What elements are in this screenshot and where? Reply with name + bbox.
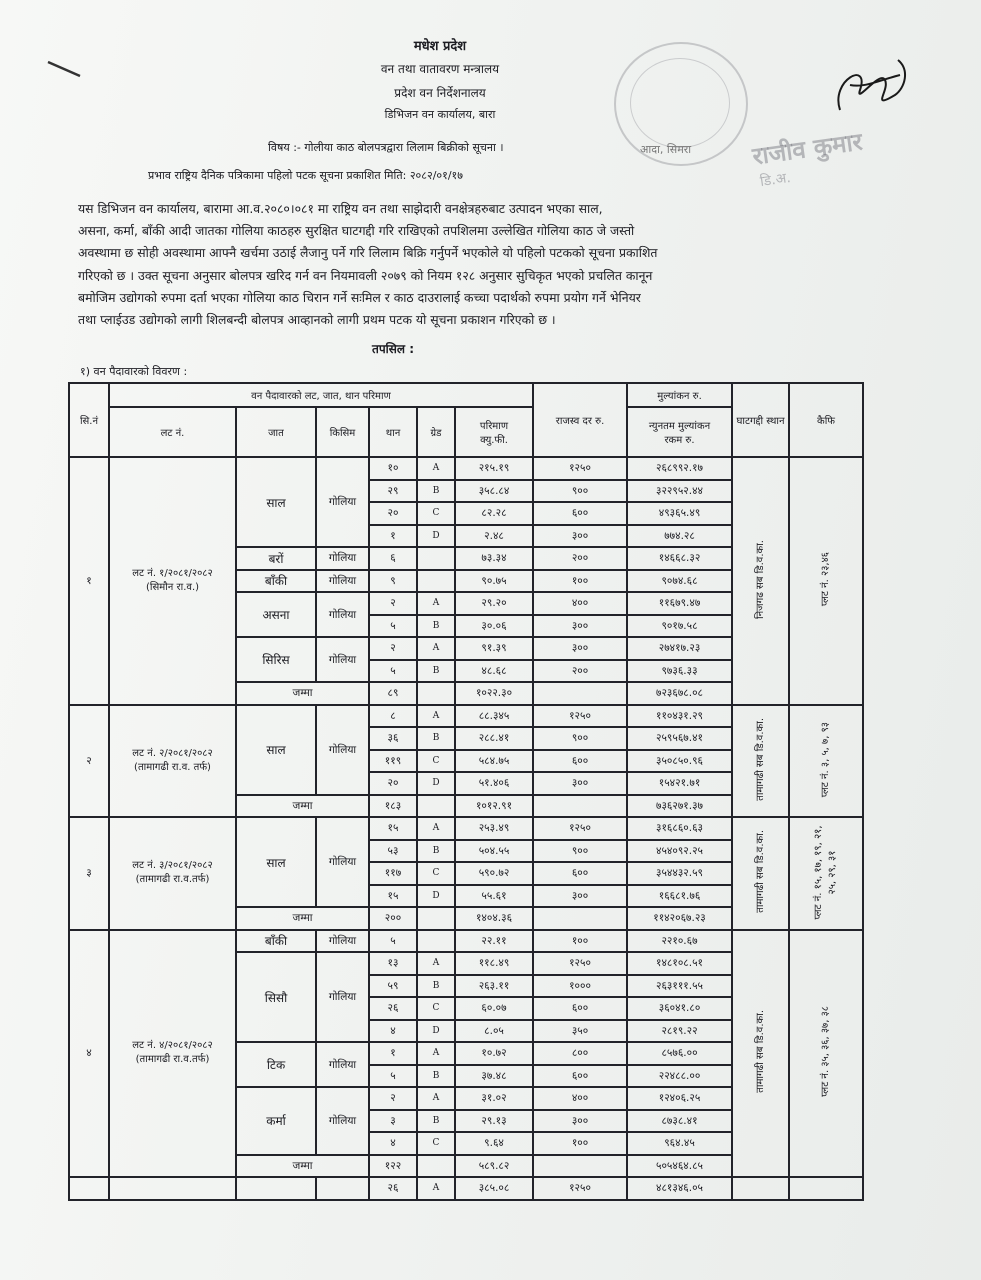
lot-serial: ४ <box>69 930 109 1178</box>
body-line: अवस्थामा छ सोही अवस्थामा आफ्नै खर्चमा उठाई लैजानु पर्ने गरि लिलाम बिक्रि गर्नुपर्ने भएकोले यो पहिलो पटकको सूचना प्रकाशित <box>78 245 658 261</box>
col-count: थान <box>369 407 417 457</box>
depot-name: तामागढी सब डि.व.का. <box>754 1010 766 1094</box>
royalty-rate: १२५० <box>533 457 627 480</box>
lot-place: (सिमौन रा.व.) <box>145 581 200 593</box>
royalty-rate: ३०० <box>533 772 627 795</box>
empty-cell <box>789 1177 863 1200</box>
royalty-rate: ९०० <box>533 480 627 503</box>
species: साल <box>236 705 316 795</box>
depot-cell <box>732 930 789 1178</box>
table-row <box>69 457 863 480</box>
table-row <box>69 817 863 840</box>
volume: ८.०५ <box>455 1020 533 1043</box>
timber-type: गोलिया <box>316 570 369 593</box>
royalty-rate: ३०० <box>533 885 627 908</box>
royalty-rate: १२५० <box>533 952 627 975</box>
col-depot: घाटगद्दी स्थान <box>732 383 789 457</box>
count: २ <box>369 637 417 660</box>
min-value: ३५४४३२.५९ <box>627 862 732 885</box>
min-value: ३५०८५०.९६ <box>627 750 732 773</box>
royalty-rate: ९०० <box>533 840 627 863</box>
min-value: २८१९.२२ <box>627 1020 732 1043</box>
empty-cell <box>533 907 627 930</box>
timber-type: गोलिया <box>316 705 369 795</box>
royalty-rate: १०० <box>533 1132 627 1155</box>
royalty-rate: १२५० <box>533 817 627 840</box>
total-count: २०० <box>369 907 417 930</box>
depot-name: तामागढी सब डि.व.का. <box>754 830 766 914</box>
remark-cell <box>789 705 863 818</box>
volume: ५०४.५५ <box>455 840 533 863</box>
lot-no: लट नं. ४/२०८१/२०८२ <box>132 1040 213 1052</box>
directorate-title: प्रदेश वन निर्देशनालय <box>394 86 486 100</box>
volume: ६०.०७ <box>455 997 533 1020</box>
table-row <box>69 930 863 953</box>
grade <box>417 547 455 570</box>
lot-serial: ३ <box>69 817 109 930</box>
total-value: ५०५४६४.८५ <box>627 1155 732 1178</box>
grade: B <box>417 1065 455 1088</box>
ministry-title: वन तथा वातावरण मन्त्रालय <box>380 62 500 76</box>
royalty-rate: १०० <box>533 570 627 593</box>
royalty-rate: ३५० <box>533 1020 627 1043</box>
lot-serial: २ <box>69 705 109 818</box>
royalty-rate: ३०० <box>533 525 627 548</box>
volume: ११८.४९ <box>455 952 533 975</box>
empty-cell <box>533 682 627 705</box>
royalty-rate: ४०० <box>533 592 627 615</box>
royalty-rate: ६०० <box>533 502 627 525</box>
empty-cell <box>533 795 627 818</box>
min-value: २५९५६७.४१ <box>627 727 732 750</box>
volume: ९१.३९ <box>455 637 533 660</box>
count: ११७ <box>369 862 417 885</box>
volume: २२.११ <box>455 930 533 953</box>
volume: २८८.४१ <box>455 727 533 750</box>
count: १५ <box>369 885 417 908</box>
species: सिरिस <box>236 637 316 682</box>
signature <box>810 40 920 130</box>
min-value: २२४८८.०० <box>627 1065 732 1088</box>
volume: ८८.३४५ <box>455 705 533 728</box>
min-value: ९६४.४५ <box>627 1132 732 1155</box>
grade: D <box>417 525 455 548</box>
grade: A <box>417 1087 455 1110</box>
royalty-rate: १००० <box>533 975 627 998</box>
grade: A <box>417 1042 455 1065</box>
count: ५३ <box>369 840 417 863</box>
count: ५ <box>369 615 417 638</box>
total-value: ७३६२७१.३७ <box>627 795 732 818</box>
min-value: ४९३६५.४९ <box>627 502 732 525</box>
seal-text: आदा, सिमरा <box>640 143 692 156</box>
timber-type: गोलिया <box>316 457 369 547</box>
count: २० <box>369 502 417 525</box>
min-value: २२१०.६७ <box>627 930 732 953</box>
grade: A <box>417 592 455 615</box>
min-value: ११०४३१.२९ <box>627 705 732 728</box>
timber-type: गोलिया <box>316 930 369 953</box>
total-count: १२२ <box>369 1155 417 1178</box>
min-value: ३२२९५२.४४ <box>627 480 732 503</box>
count: १५ <box>369 817 417 840</box>
count: २६ <box>369 1177 417 1200</box>
volume: २९.२० <box>455 592 533 615</box>
total-volume: १०२२.३० <box>455 682 533 705</box>
species: बाँकी <box>236 570 316 593</box>
lot-number <box>109 817 236 930</box>
province-title: मधेश प्रदेश <box>413 39 467 54</box>
depot-name: तामागढी सब डि.व.का. <box>754 717 766 801</box>
col-remarks: कैफि <box>789 383 863 457</box>
min-value: १४८१०८.५१ <box>627 952 732 975</box>
species: सिसौ <box>236 952 316 1042</box>
grade <box>417 930 455 953</box>
royalty-rate: ३०० <box>533 615 627 638</box>
volume: ३७.४८ <box>455 1065 533 1088</box>
volume: ५८४.७५ <box>455 750 533 773</box>
min-value: २६८९९२.१७ <box>627 457 732 480</box>
royalty-rate: १०० <box>533 930 627 953</box>
grade: D <box>417 772 455 795</box>
body-line: गरिएको छ । उक्त सूचना अनुसार बोलपत्र खरिद गर्न वन नियमावली २०७९ को नियम १२८ अनुसार सुचिकृत भएको प्रचलित कानून <box>78 267 653 283</box>
count: २ <box>369 592 417 615</box>
count: २० <box>369 772 417 795</box>
royalty-rate: ४०० <box>533 1087 627 1110</box>
lot-place: (तामागढी रा.व.तर्फ) <box>135 1054 210 1066</box>
species: कर्मा <box>236 1087 316 1155</box>
min-value: १६६८१.७६ <box>627 885 732 908</box>
remark-cell <box>789 930 863 1178</box>
remark-cell <box>789 457 863 705</box>
volume: ३५८.८४ <box>455 480 533 503</box>
total-label: जम्मा <box>236 1155 369 1178</box>
min-value: २७४१७.२३ <box>627 637 732 660</box>
grade: C <box>417 997 455 1020</box>
lot-number <box>109 705 236 818</box>
count: ३६ <box>369 727 417 750</box>
body-line: यस डिभिजन वन कार्यालय, बारामा आ.व.२०८०।०८१ मा राष्ट्रिय वन तथा साझेदारी वनक्षेत्रहरुबाट उत्पादन भएका साल, <box>78 201 603 216</box>
min-value: ११६७९.४७ <box>627 592 732 615</box>
notice-body <box>78 198 868 331</box>
min-value: ९७३६.३३ <box>627 660 732 683</box>
volume: २६३.११ <box>455 975 533 998</box>
body-line: असना, कर्मा, बाँकी आदी जातका गोलिया काठहरु सुरक्षित घाटगद्दी गरि राखिएको तपशिलमा उल्लेखित गोलिया काठ जे जस्तो <box>78 223 635 239</box>
lot-place: (तामागढी रा.व. तर्फ) <box>134 761 211 773</box>
plot-numbers: प्लट नं. ३५, ३६, ३७, ३८ <box>820 1006 832 1098</box>
empty-cell <box>417 682 455 705</box>
lot-no: लट नं. ३/२०८१/२०८२ <box>132 860 213 872</box>
body-line: बमोजिम उद्योगको रुपमा दर्ता भएका गोलिया काठ चिरान गर्ने सःमिल र काठ दाउरालाई कच्चा पदार्थको रुपमा प्रयोग गर्ने भेनियर <box>78 289 641 305</box>
min-value: ८७३८.४१ <box>627 1110 732 1133</box>
min-value: २६३१११.५५ <box>627 975 732 998</box>
min-value: ४५४०९२.२५ <box>627 840 732 863</box>
grade: B <box>417 1110 455 1133</box>
remark-cell <box>789 817 863 930</box>
count: ११९ <box>369 750 417 773</box>
count: ८ <box>369 705 417 728</box>
min-value: ९०७४.६८ <box>627 570 732 593</box>
officer-stamp: राजीव कुमार <box>750 127 865 171</box>
volume: ९.६४ <box>455 1132 533 1155</box>
timber-type: गोलिया <box>316 547 369 570</box>
total-value: ११४२०६७.२३ <box>627 907 732 930</box>
total-label: जम्मा <box>236 682 369 705</box>
min-value: ३१६८६०.६३ <box>627 817 732 840</box>
grade: D <box>417 1020 455 1043</box>
empty-cell <box>732 1177 789 1200</box>
count: २ <box>369 1087 417 1110</box>
min-value: ४८१३४६.०५ <box>627 1177 732 1200</box>
timber-type: गोलिया <box>316 952 369 1042</box>
grade: B <box>417 727 455 750</box>
count: ५९ <box>369 975 417 998</box>
volume: २.४८ <box>455 525 533 548</box>
volume: २१५.१९ <box>455 457 533 480</box>
col-type: किसिम <box>316 407 369 457</box>
empty-cell <box>316 1177 369 1200</box>
col-grade: ग्रेड <box>417 407 455 457</box>
empty-cell <box>417 1155 455 1178</box>
col-species: जात <box>236 407 316 457</box>
count: १० <box>369 457 417 480</box>
pen-stroke <box>46 58 86 82</box>
min-value: १४६६८.३२ <box>627 547 732 570</box>
royalty-rate: ६०० <box>533 997 627 1020</box>
volume: १०.७२ <box>455 1042 533 1065</box>
royalty-rate: ९०० <box>533 727 627 750</box>
section-heading: १) वन पैदावारको विवरण : <box>80 365 188 378</box>
grade: A <box>417 817 455 840</box>
min-value: १२४०६.२५ <box>627 1087 732 1110</box>
grade: B <box>417 615 455 638</box>
volume: ५५.६१ <box>455 885 533 908</box>
grade: A <box>417 1177 455 1200</box>
volume: ५९०.७२ <box>455 862 533 885</box>
plot-numbers: प्लट नं. ३, ५, ७, ९३ <box>820 721 832 797</box>
lot-number <box>109 457 236 705</box>
publication-date: प्रभाव राष्ट्रिय दैनिक पत्रिकामा पहिलो पटक सूचना प्रकाशित मिति: २०८२/०१/१७ <box>148 169 464 182</box>
min-value: १५४२१.७१ <box>627 772 732 795</box>
col-group: वन पैदावारको लट, जात, थान परिमाण <box>109 383 533 407</box>
count: ४ <box>369 1132 417 1155</box>
grade: B <box>417 660 455 683</box>
empty-cell <box>417 795 455 818</box>
species: साल <box>236 817 316 907</box>
species: टिक <box>236 1042 316 1087</box>
royalty-rate: १२५० <box>533 705 627 728</box>
grade: B <box>417 480 455 503</box>
notice-subject: विषय :- गोलीया काठ बोलपत्रद्वारा लिलाम बिक्रीको सूचना । <box>268 141 504 154</box>
grade: B <box>417 975 455 998</box>
volume: ३०.०६ <box>455 615 533 638</box>
total-volume: १४०४.३६ <box>455 907 533 930</box>
plot-numbers: प्लट नं. २३,४६ <box>820 552 832 607</box>
empty-cell <box>109 1177 236 1200</box>
count: १ <box>369 1042 417 1065</box>
lot-serial: १ <box>69 457 109 705</box>
count: ५ <box>369 1065 417 1088</box>
volume: ५१.४०६ <box>455 772 533 795</box>
min-value: ७७४.२८ <box>627 525 732 548</box>
empty-cell <box>533 1155 627 1178</box>
grade: C <box>417 502 455 525</box>
count: ३ <box>369 1110 417 1133</box>
lot-place: (तामागढी रा.व.तर्फ) <box>135 874 210 886</box>
min-value: ३६०४१.८० <box>627 997 732 1020</box>
lot-no: लट नं. २/२०८१/२०८२ <box>132 747 213 759</box>
table-row <box>69 1177 863 1200</box>
count: ५ <box>369 660 417 683</box>
count: १३ <box>369 952 417 975</box>
grade: B <box>417 840 455 863</box>
royalty-rate: ६०० <box>533 862 627 885</box>
total-label: जम्मा <box>236 795 369 818</box>
col-min-value: न्युनतम मुल्यांकन रकम रु. <box>627 407 732 457</box>
timber-type: गोलिया <box>316 637 369 682</box>
count: ५ <box>369 930 417 953</box>
officer-stamp-title: डि.अ. <box>759 169 792 191</box>
total-value: ७२३६७८.०८ <box>627 682 732 705</box>
col-royalty: राजस्व दर रु. <box>533 383 627 457</box>
grade: A <box>417 637 455 660</box>
grade <box>417 570 455 593</box>
col-valuation: मुल्यांकन रु. <box>627 383 732 407</box>
count: ९ <box>369 570 417 593</box>
count: २६ <box>369 997 417 1020</box>
total-count: ८९ <box>369 682 417 705</box>
grade: C <box>417 1132 455 1155</box>
grade: A <box>417 457 455 480</box>
body-line: तथा प्लाईउड उद्योगको लागी शिलबन्दी बोलपत्र आव्हानको लागी प्रथम पटक यो सूचना प्रकाशन गरिएको छ । <box>78 312 556 328</box>
volume: ३८५.०८ <box>455 1177 533 1200</box>
plot-numbers: प्लट नं. १५, १७, १९, २१, २५, २९, ३१ <box>813 824 839 919</box>
grade: C <box>417 750 455 773</box>
volume: ४८.६८ <box>455 660 533 683</box>
depot-cell <box>732 705 789 818</box>
grade: D <box>417 885 455 908</box>
royalty-rate: ३०० <box>533 1110 627 1133</box>
timber-type: गोलिया <box>316 1042 369 1087</box>
depot-cell <box>732 817 789 930</box>
table-row <box>69 705 863 728</box>
timber-type: गोलिया <box>316 1087 369 1155</box>
lot-number <box>109 930 236 1178</box>
empty-cell <box>236 1177 316 1200</box>
species: असना <box>236 592 316 637</box>
species: बरों <box>236 547 316 570</box>
count: ६ <box>369 547 417 570</box>
volume: २९.१३ <box>455 1110 533 1133</box>
empty-cell <box>417 907 455 930</box>
depot-name: निजगढ सब डि.व.का. <box>754 539 766 619</box>
royalty-rate: २०० <box>533 660 627 683</box>
royalty-rate: १२५० <box>533 1177 627 1200</box>
depot-cell <box>732 457 789 705</box>
volume: ९०.७५ <box>455 570 533 593</box>
count: १ <box>369 525 417 548</box>
total-volume: १०१२.९१ <box>455 795 533 818</box>
royalty-rate: २०० <box>533 547 627 570</box>
min-value: ९०१७.५८ <box>627 615 732 638</box>
royalty-rate: ३०० <box>533 637 627 660</box>
volume: २५३.४९ <box>455 817 533 840</box>
schedule-heading: तपसिल : <box>372 342 414 356</box>
volume: ८२.२८ <box>455 502 533 525</box>
timber-type: गोलिया <box>316 817 369 907</box>
royalty-rate: ६०० <box>533 750 627 773</box>
volume: ३१.०२ <box>455 1087 533 1110</box>
total-volume: ५८९.८२ <box>455 1155 533 1178</box>
timber-type: गोलिया <box>316 592 369 637</box>
min-value: ८५७६.०० <box>627 1042 732 1065</box>
count: २९ <box>369 480 417 503</box>
grade: C <box>417 862 455 885</box>
volume: ७३.३४ <box>455 547 533 570</box>
timber-table <box>68 382 864 1201</box>
col-lot: लट नं. <box>109 407 236 457</box>
lot-no: लट नं. १/२०८१/२०८२ <box>132 567 213 579</box>
empty-cell <box>69 1177 109 1200</box>
grade: A <box>417 952 455 975</box>
col-volume: परिमाण क्यु.फी. <box>455 407 533 457</box>
col-sn: सि.नं <box>69 383 109 457</box>
species: साल <box>236 457 316 547</box>
total-label: जम्मा <box>236 907 369 930</box>
royalty-rate: ८०० <box>533 1042 627 1065</box>
royalty-rate: ६०० <box>533 1065 627 1088</box>
count: ४ <box>369 1020 417 1043</box>
grade: A <box>417 705 455 728</box>
total-count: १८३ <box>369 795 417 818</box>
office-title: डिभिजन वन कार्यालय, बारा <box>384 108 496 121</box>
species: बाँकी <box>236 930 316 953</box>
